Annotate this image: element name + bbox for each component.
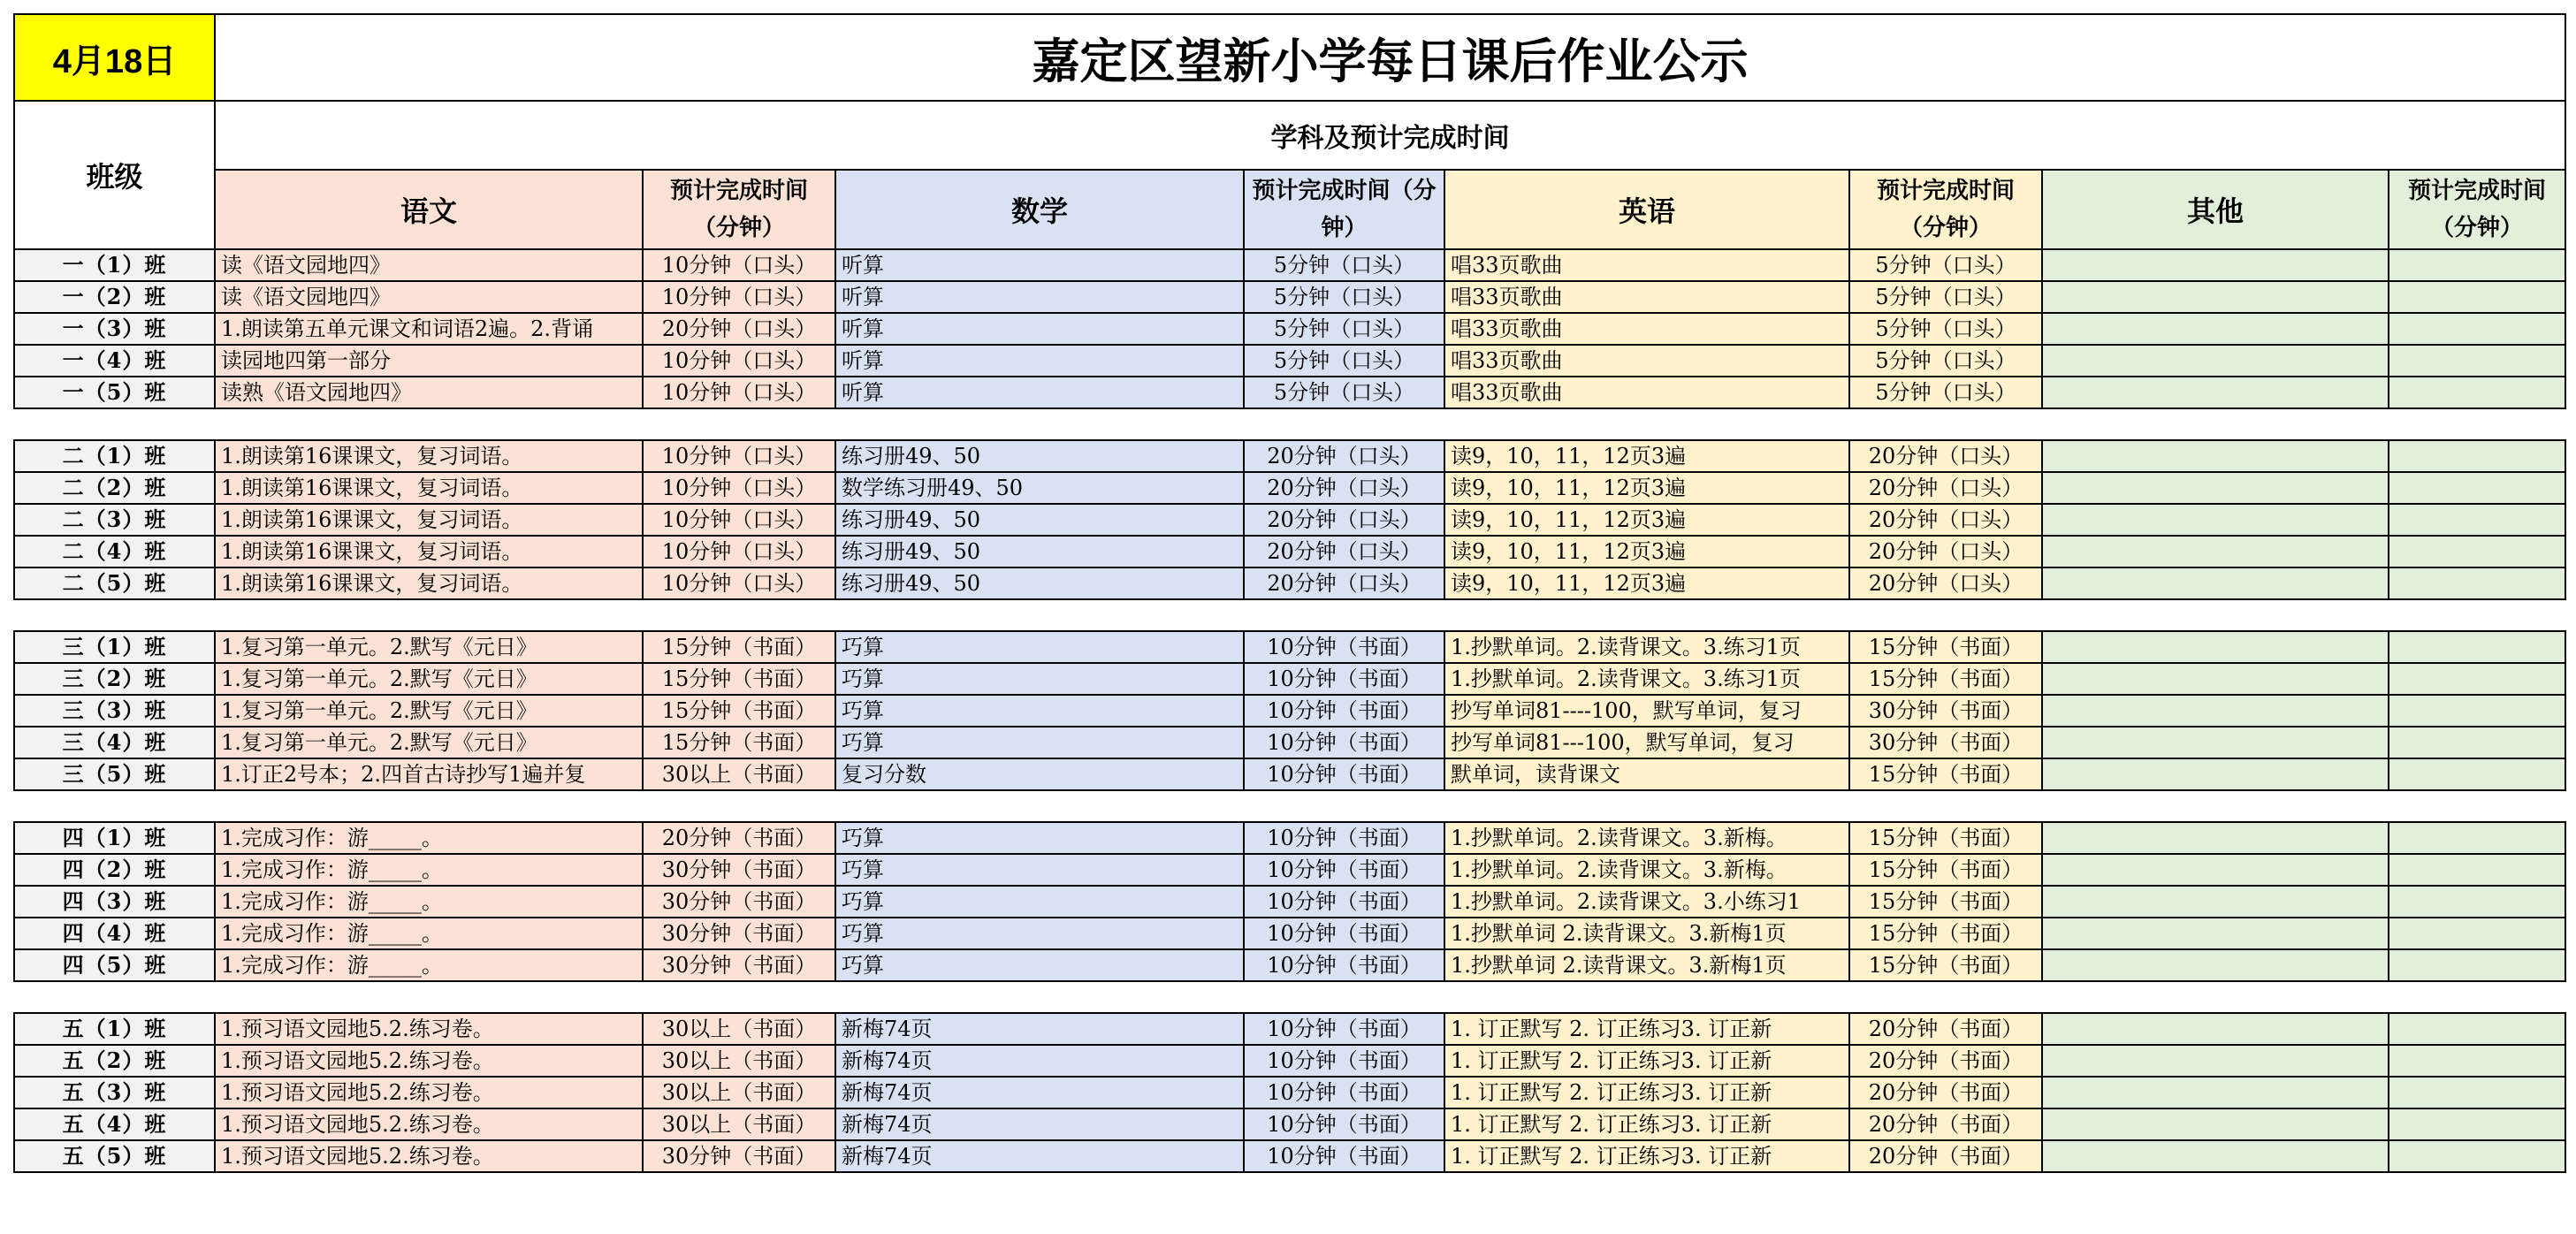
class-cell[interactable]: 二（3）班: [14, 504, 215, 536]
english-homework-cell[interactable]: 读9，10，11，12页3遍: [1444, 504, 1849, 536]
other-homework-cell[interactable]: [2042, 504, 2389, 536]
chinese-homework-cell[interactable]: 1.完成习作：游_____。: [215, 918, 643, 949]
english-time-header[interactable]: 预计完成时间（分钟）: [1849, 170, 2042, 249]
other-homework-cell[interactable]: [2042, 854, 2389, 886]
other-time-header[interactable]: 预计完成时间（分钟）: [2389, 170, 2565, 249]
english-time-cell[interactable]: 15分钟（书面）: [1849, 822, 2042, 854]
math-time-cell[interactable]: 20分钟（口头）: [1244, 440, 1444, 472]
chinese-homework-cell[interactable]: 读熟《语文园地四》: [215, 377, 643, 408]
table-row: [14, 758, 2565, 790]
chinese-homework-cell[interactable]: 1.复习第一单元。2.默写《元日》: [215, 631, 643, 663]
chinese-time-cell[interactable]: 10分钟（口头）: [643, 377, 835, 408]
chinese-time-cell[interactable]: 30以上（书面）: [643, 1013, 835, 1045]
date-cell[interactable]: 4月18日: [14, 14, 215, 101]
other-time-cell[interactable]: [2389, 663, 2565, 695]
chinese-homework-cell[interactable]: 1.完成习作：游_____。: [215, 854, 643, 886]
class-cell[interactable]: 二（2）班: [14, 472, 215, 504]
chinese-homework-cell[interactable]: 1.朗读第五单元课文和词语2遍。2.背诵: [215, 313, 643, 345]
class-cell[interactable]: 一（3）班: [14, 313, 215, 345]
chinese-homework-cell[interactable]: 读《语文园地四》: [215, 249, 643, 281]
math-homework-cell[interactable]: 新梅74页: [835, 1013, 1244, 1045]
math-homework-cell[interactable]: 新梅74页: [835, 1045, 1244, 1077]
english-homework-cell[interactable]: 唱33页歌曲: [1444, 249, 1849, 281]
chinese-homework-cell[interactable]: 读园地四第一部分: [215, 345, 643, 377]
math-time-cell[interactable]: 10分钟（书面）: [1244, 1140, 1444, 1172]
math-homework-cell[interactable]: 巧算: [835, 695, 1244, 727]
table-row: [14, 854, 2565, 886]
chinese-homework-cell[interactable]: 1.朗读第16课课文，复习词语。: [215, 472, 643, 504]
table-row: [14, 1108, 2565, 1140]
chinese-homework-cell[interactable]: 1.完成习作：游_____。: [215, 949, 643, 981]
class-cell[interactable]: 五（3）班: [14, 1077, 215, 1108]
table-row: [14, 249, 2565, 281]
chinese-time-cell[interactable]: 10分钟（口头）: [643, 472, 835, 504]
math-time-cell[interactable]: 10分钟（书面）: [1244, 663, 1444, 695]
math-time-cell[interactable]: 10分钟（书面）: [1244, 1013, 1444, 1045]
math-time-cell[interactable]: 10分钟（书面）: [1244, 727, 1444, 758]
math-homework-cell[interactable]: 巧算: [835, 663, 1244, 695]
other-homework-cell[interactable]: [2042, 1077, 2389, 1108]
other-homework-cell[interactable]: [2042, 440, 2389, 472]
other-homework-cell[interactable]: [2042, 345, 2389, 377]
other-homework-cell[interactable]: [2042, 918, 2389, 949]
english-time-cell[interactable]: 15分钟（书面）: [1849, 886, 2042, 918]
math-time-cell[interactable]: 10分钟（书面）: [1244, 949, 1444, 981]
table-row: [14, 695, 2565, 727]
other-homework-cell[interactable]: [2042, 1140, 2389, 1172]
other-homework-cell[interactable]: [2042, 472, 2389, 504]
table-row: [14, 663, 2565, 695]
table-row: [14, 281, 2565, 313]
math-homework-cell[interactable]: 复习分数: [835, 758, 1244, 790]
english-homework-cell[interactable]: 唱33页歌曲: [1444, 313, 1849, 345]
other-time-cell[interactable]: [2389, 1140, 2565, 1172]
chinese-homework-cell[interactable]: 1.朗读第16课课文，复习词语。: [215, 536, 643, 567]
chinese-time-cell[interactable]: 10分钟（口头）: [643, 504, 835, 536]
english-homework-cell[interactable]: 1. 订正默写 2. 订正练习3. 订正新: [1444, 1108, 1849, 1140]
chinese-homework-cell[interactable]: 1.朗读第16课课文，复习词语。: [215, 504, 643, 536]
spacer-cell: [14, 981, 2565, 1013]
chinese-time-header[interactable]: 预计完成时间（分钟）: [643, 170, 835, 249]
other-time-cell[interactable]: [2389, 249, 2565, 281]
other-homework-cell[interactable]: [2042, 758, 2389, 790]
math-time-cell[interactable]: 10分钟（书面）: [1244, 886, 1444, 918]
chinese-homework-cell[interactable]: 1.预习语文园地5.2.练习卷。: [215, 1140, 643, 1172]
chinese-homework-cell[interactable]: 1.完成习作：游_____。: [215, 822, 643, 854]
english-time-cell[interactable]: 20分钟（口头）: [1849, 504, 2042, 536]
math-time-cell[interactable]: 10分钟（书面）: [1244, 758, 1444, 790]
math-time-cell[interactable]: 20分钟（口头）: [1244, 472, 1444, 504]
other-time-cell[interactable]: [2389, 1108, 2565, 1140]
class-cell[interactable]: 五（2）班: [14, 1045, 215, 1077]
group-spacer-row: [14, 790, 2565, 822]
chinese-homework-cell[interactable]: 1.完成习作：游_____。: [215, 886, 643, 918]
english-homework-cell[interactable]: 1.抄默单词 2.读背课文。3.新梅1页: [1444, 949, 1849, 981]
other-homework-cell[interactable]: [2042, 1045, 2389, 1077]
math-homework-cell[interactable]: 巧算: [835, 949, 1244, 981]
math-homework-cell[interactable]: 听算: [835, 313, 1244, 345]
other-time-cell[interactable]: [2389, 695, 2565, 727]
other-time-cell[interactable]: [2389, 918, 2565, 949]
math-time-cell[interactable]: 5分钟（口头）: [1244, 345, 1444, 377]
other-homework-cell[interactable]: [2042, 1013, 2389, 1045]
other-time-cell[interactable]: [2389, 440, 2565, 472]
english-homework-cell[interactable]: 抄写单词81---100，默写单词，复习: [1444, 727, 1849, 758]
other-time-cell[interactable]: [2389, 758, 2565, 790]
english-time-cell[interactable]: 20分钟（口头）: [1849, 567, 2042, 599]
chinese-time-cell[interactable]: 10分钟（口头）: [643, 345, 835, 377]
chinese-homework-cell[interactable]: 1.订正2号本；2.四首古诗抄写1遍并复: [215, 758, 643, 790]
other-homework-cell[interactable]: [2042, 663, 2389, 695]
other-homework-cell[interactable]: [2042, 1108, 2389, 1140]
other-homework-cell[interactable]: [2042, 695, 2389, 727]
other-homework-cell[interactable]: [2042, 949, 2389, 981]
english-time-cell[interactable]: 20分钟（口头）: [1849, 472, 2042, 504]
math-time-header[interactable]: 预计完成时间（分钟）: [1244, 170, 1444, 249]
chinese-time-cell[interactable]: 30分钟（书面）: [643, 1140, 835, 1172]
english-time-cell[interactable]: 20分钟（书面）: [1849, 1108, 2042, 1140]
math-time-cell[interactable]: 10分钟（书面）: [1244, 695, 1444, 727]
other-homework-cell[interactable]: [2042, 567, 2389, 599]
english-homework-cell[interactable]: 1.抄默单词。2.读背课文。3.练习1页: [1444, 663, 1849, 695]
english-homework-cell[interactable]: 抄写单词81----100，默写单词，复习: [1444, 695, 1849, 727]
class-cell[interactable]: 五（1）班: [14, 1013, 215, 1045]
english-homework-cell[interactable]: 1. 订正默写 2. 订正练习3. 订正新: [1444, 1140, 1849, 1172]
table-row: [14, 1140, 2565, 1172]
english-homework-cell[interactable]: 默单词，读背课文: [1444, 758, 1849, 790]
english-homework-cell[interactable]: 读9，10，11，12页3遍: [1444, 472, 1849, 504]
english-homework-cell[interactable]: 唱33页歌曲: [1444, 281, 1849, 313]
english-homework-cell[interactable]: 1.抄默单词 2.读背课文。3.新梅1页: [1444, 918, 1849, 949]
other-homework-cell[interactable]: [2042, 313, 2389, 345]
english-homework-cell[interactable]: 1. 订正默写 2. 订正练习3. 订正新: [1444, 1013, 1849, 1045]
math-homework-cell[interactable]: 练习册49、50: [835, 504, 1244, 536]
english-homework-cell[interactable]: 1.抄默单词。2.读背课文。3.小练习1: [1444, 886, 1849, 918]
class-cell[interactable]: 二（4）班: [14, 536, 215, 567]
math-homework-cell[interactable]: 新梅74页: [835, 1140, 1244, 1172]
english-homework-cell[interactable]: 1.抄默单词。2.读背课文。3.新梅。: [1444, 854, 1849, 886]
table-row: [14, 313, 2565, 345]
math-homework-cell[interactable]: 巧算: [835, 918, 1244, 949]
english-time-cell[interactable]: 15分钟（书面）: [1849, 663, 2042, 695]
chinese-time-cell[interactable]: 30分钟（书面）: [643, 918, 835, 949]
english-time-cell[interactable]: 15分钟（书面）: [1849, 854, 2042, 886]
other-homework-cell[interactable]: [2042, 281, 2389, 313]
english-time-cell[interactable]: 30分钟（书面）: [1849, 695, 2042, 727]
other-homework-cell[interactable]: [2042, 536, 2389, 567]
chinese-homework-cell[interactable]: 1.复习第一单元。2.默写《元日》: [215, 727, 643, 758]
chinese-homework-cell[interactable]: 1.复习第一单元。2.默写《元日》: [215, 663, 643, 695]
math-time-cell[interactable]: 5分钟（口头）: [1244, 249, 1444, 281]
class-cell[interactable]: 一（5）班: [14, 377, 215, 408]
class-cell[interactable]: 一（1）班: [14, 249, 215, 281]
class-cell[interactable]: 三（3）班: [14, 695, 215, 727]
chinese-header[interactable]: 语文: [215, 170, 643, 249]
other-homework-cell[interactable]: [2042, 631, 2389, 663]
class-cell[interactable]: 二（1）班: [14, 440, 215, 472]
math-homework-cell[interactable]: 练习册49、50: [835, 440, 1244, 472]
english-homework-cell[interactable]: 1.抄默单词。2.读背课文。3.练习1页: [1444, 631, 1849, 663]
other-time-cell[interactable]: [2389, 1077, 2565, 1108]
other-time-cell[interactable]: [2389, 822, 2565, 854]
english-time-cell[interactable]: 5分钟（口头）: [1849, 345, 2042, 377]
math-time-cell[interactable]: 20分钟（口头）: [1244, 504, 1444, 536]
chinese-time-cell[interactable]: 10分钟（口头）: [643, 567, 835, 599]
math-time-cell[interactable]: 10分钟（书面）: [1244, 631, 1444, 663]
english-homework-cell[interactable]: 读9，10，11，12页3遍: [1444, 536, 1849, 567]
math-homework-cell[interactable]: 新梅74页: [835, 1108, 1244, 1140]
spacer-cell: [14, 599, 2565, 631]
chinese-time-cell[interactable]: 30以上（书面）: [643, 1077, 835, 1108]
math-homework-cell[interactable]: 练习册49、50: [835, 536, 1244, 567]
chinese-time-cell[interactable]: 10分钟（口头）: [643, 281, 835, 313]
chinese-time-cell[interactable]: 10分钟（口头）: [643, 536, 835, 567]
english-header[interactable]: 英语: [1444, 170, 1849, 249]
table-row: [14, 1013, 2565, 1045]
chinese-time-cell[interactable]: 20分钟（口头）: [643, 313, 835, 345]
table-row: [14, 918, 2565, 949]
math-homework-cell[interactable]: 巧算: [835, 727, 1244, 758]
other-time-cell[interactable]: [2389, 504, 2565, 536]
math-time-cell[interactable]: 10分钟（书面）: [1244, 918, 1444, 949]
other-time-cell[interactable]: [2389, 377, 2565, 408]
group-spacer-row: [14, 408, 2565, 440]
english-homework-cell[interactable]: 1.抄默单词。2.读背课文。3.新梅。: [1444, 822, 1849, 854]
other-homework-cell[interactable]: [2042, 727, 2389, 758]
table-row: [14, 567, 2565, 599]
class-column-header[interactable]: 班级: [14, 101, 215, 249]
other-time-cell[interactable]: [2389, 1013, 2565, 1045]
chinese-homework-cell[interactable]: 1.预习语文园地5.2.练习卷。: [215, 1077, 643, 1108]
math-time-cell[interactable]: 10分钟（书面）: [1244, 822, 1444, 854]
other-time-cell[interactable]: [2389, 886, 2565, 918]
english-homework-cell[interactable]: 1. 订正默写 2. 订正练习3. 订正新: [1444, 1045, 1849, 1077]
chinese-time-cell[interactable]: 15分钟（书面）: [643, 631, 835, 663]
table-row: [14, 345, 2565, 377]
class-cell[interactable]: 一（2）班: [14, 281, 215, 313]
english-time-cell[interactable]: 20分钟（书面）: [1849, 1077, 2042, 1108]
math-homework-cell[interactable]: 巧算: [835, 854, 1244, 886]
other-homework-cell[interactable]: [2042, 822, 2389, 854]
math-homework-cell[interactable]: 听算: [835, 377, 1244, 408]
class-cell[interactable]: 四（3）班: [14, 886, 215, 918]
other-homework-cell[interactable]: [2042, 377, 2389, 408]
chinese-time-cell[interactable]: 30以上（书面）: [643, 1108, 835, 1140]
english-homework-cell[interactable]: 唱33页歌曲: [1444, 345, 1849, 377]
chinese-homework-cell[interactable]: 1.朗读第16课课文，复习词语。: [215, 440, 643, 472]
table-row: [14, 440, 2565, 472]
class-cell[interactable]: 三（5）班: [14, 758, 215, 790]
math-time-cell[interactable]: 5分钟（口头）: [1244, 281, 1444, 313]
table-row: [14, 727, 2565, 758]
chinese-time-cell[interactable]: 30以上（书面）: [643, 1045, 835, 1077]
chinese-time-cell[interactable]: 30分钟（书面）: [643, 886, 835, 918]
english-time-cell[interactable]: 30分钟（书面）: [1849, 727, 2042, 758]
math-time-cell[interactable]: 5分钟（口头）: [1244, 313, 1444, 345]
math-homework-cell[interactable]: 听算: [835, 249, 1244, 281]
table-row: [14, 822, 2565, 854]
other-header[interactable]: 其他: [2042, 170, 2389, 249]
english-time-cell[interactable]: 5分钟（口头）: [1849, 249, 2042, 281]
homework-table: [13, 13, 2566, 1173]
other-time-cell[interactable]: [2389, 313, 2565, 345]
chinese-time-cell[interactable]: 10分钟（口头）: [643, 440, 835, 472]
table-row: [14, 631, 2565, 663]
english-time-cell[interactable]: 5分钟（口头）: [1849, 313, 2042, 345]
class-cell[interactable]: 一（4）班: [14, 345, 215, 377]
table-row: [14, 1045, 2565, 1077]
math-homework-cell[interactable]: 听算: [835, 345, 1244, 377]
chinese-time-cell[interactable]: 30分钟（书面）: [643, 949, 835, 981]
class-cell[interactable]: 四（1）班: [14, 822, 215, 854]
page-title[interactable]: 嘉定区望新小学每日课后作业公示: [215, 14, 2565, 101]
class-cell[interactable]: 二（5）班: [14, 567, 215, 599]
math-time-cell[interactable]: 20分钟（口头）: [1244, 536, 1444, 567]
math-time-cell[interactable]: 10分钟（书面）: [1244, 1045, 1444, 1077]
class-cell[interactable]: 三（1）班: [14, 631, 215, 663]
english-time-cell[interactable]: 15分钟（书面）: [1849, 918, 2042, 949]
other-time-cell[interactable]: [2389, 1045, 2565, 1077]
math-homework-cell[interactable]: 练习册49、50: [835, 567, 1244, 599]
class-cell[interactable]: 五（5）班: [14, 1140, 215, 1172]
other-time-cell[interactable]: [2389, 631, 2565, 663]
class-cell[interactable]: 四（2）班: [14, 854, 215, 886]
math-header[interactable]: 数学: [835, 170, 1244, 249]
english-time-cell[interactable]: 5分钟（口头）: [1849, 281, 2042, 313]
english-homework-cell[interactable]: 唱33页歌曲: [1444, 377, 1849, 408]
table-row: [14, 949, 2565, 981]
english-time-cell[interactable]: 20分钟（口头）: [1849, 536, 2042, 567]
math-time-cell[interactable]: 5分钟（口头）: [1244, 377, 1444, 408]
chinese-time-cell[interactable]: 15分钟（书面）: [643, 663, 835, 695]
chinese-time-cell[interactable]: 30分钟（书面）: [643, 854, 835, 886]
english-time-cell[interactable]: 15分钟（书面）: [1849, 631, 2042, 663]
group-spacer-row: [14, 981, 2565, 1013]
other-time-cell[interactable]: [2389, 567, 2565, 599]
other-homework-cell[interactable]: [2042, 886, 2389, 918]
class-cell[interactable]: 五（4）班: [14, 1108, 215, 1140]
chinese-homework-cell[interactable]: 1.预习语文园地5.2.练习卷。: [215, 1013, 643, 1045]
chinese-homework-cell[interactable]: 1.朗读第16课课文，复习词语。: [215, 567, 643, 599]
english-homework-cell[interactable]: 读9，10，11，12页3遍: [1444, 567, 1849, 599]
other-time-cell[interactable]: [2389, 949, 2565, 981]
chinese-time-cell[interactable]: 10分钟（口头）: [643, 249, 835, 281]
other-time-cell[interactable]: [2389, 854, 2565, 886]
class-cell[interactable]: 三（2）班: [14, 663, 215, 695]
spacer-cell: [14, 790, 2565, 822]
math-time-cell[interactable]: 10分钟（书面）: [1244, 1077, 1444, 1108]
english-time-cell[interactable]: 15分钟（书面）: [1849, 949, 2042, 981]
table-row: [14, 536, 2565, 567]
other-time-cell[interactable]: [2389, 472, 2565, 504]
other-time-cell[interactable]: [2389, 281, 2565, 313]
group-spacer-row: [14, 599, 2565, 631]
table-row: [14, 1077, 2565, 1108]
class-cell[interactable]: 三（4）班: [14, 727, 215, 758]
math-time-cell[interactable]: 10分钟（书面）: [1244, 854, 1444, 886]
table-row: [14, 472, 2565, 504]
other-time-cell[interactable]: [2389, 536, 2565, 567]
math-homework-cell[interactable]: 数学练习册49、50: [835, 472, 1244, 504]
math-homework-cell[interactable]: 听算: [835, 281, 1244, 313]
english-time-cell[interactable]: 20分钟（书面）: [1849, 1140, 2042, 1172]
spacer-cell: [14, 408, 2565, 440]
english-time-cell[interactable]: 20分钟（书面）: [1849, 1045, 2042, 1077]
class-cell[interactable]: 四（4）班: [14, 918, 215, 949]
chinese-time-cell[interactable]: 20分钟（书面）: [643, 822, 835, 854]
chinese-homework-cell[interactable]: 1.复习第一单元。2.默写《元日》: [215, 695, 643, 727]
other-time-cell[interactable]: [2389, 345, 2565, 377]
table-row: [14, 886, 2565, 918]
english-time-cell[interactable]: 15分钟（书面）: [1849, 758, 2042, 790]
english-homework-cell[interactable]: 读9，10，11，12页3遍: [1444, 440, 1849, 472]
english-time-cell[interactable]: 5分钟（口头）: [1849, 377, 2042, 408]
math-homework-cell[interactable]: 巧算: [835, 822, 1244, 854]
math-homework-cell[interactable]: 巧算: [835, 631, 1244, 663]
math-time-cell[interactable]: 20分钟（口头）: [1244, 567, 1444, 599]
chinese-homework-cell[interactable]: 1.预习语文园地5.2.练习卷。: [215, 1045, 643, 1077]
class-cell[interactable]: 四（5）班: [14, 949, 215, 981]
subject-group-header[interactable]: 学科及预计完成时间: [215, 101, 2565, 170]
english-time-cell[interactable]: 20分钟（口头）: [1849, 440, 2042, 472]
math-homework-cell[interactable]: 巧算: [835, 886, 1244, 918]
chinese-time-cell[interactable]: 15分钟（书面）: [643, 727, 835, 758]
english-homework-cell[interactable]: 1. 订正默写 2. 订正练习3. 订正新: [1444, 1077, 1849, 1108]
chinese-time-cell[interactable]: 30以上（书面）: [643, 758, 835, 790]
table-row: [14, 504, 2565, 536]
table-row: [14, 377, 2565, 408]
other-time-cell[interactable]: [2389, 727, 2565, 758]
math-time-cell[interactable]: 10分钟（书面）: [1244, 1108, 1444, 1140]
chinese-time-cell[interactable]: 15分钟（书面）: [643, 695, 835, 727]
other-homework-cell[interactable]: [2042, 249, 2389, 281]
math-homework-cell[interactable]: 新梅74页: [835, 1077, 1244, 1108]
english-time-cell[interactable]: 20分钟（书面）: [1849, 1013, 2042, 1045]
chinese-homework-cell[interactable]: 1.预习语文园地5.2.练习卷。: [215, 1108, 643, 1140]
chinese-homework-cell[interactable]: 读《语文园地四》: [215, 281, 643, 313]
